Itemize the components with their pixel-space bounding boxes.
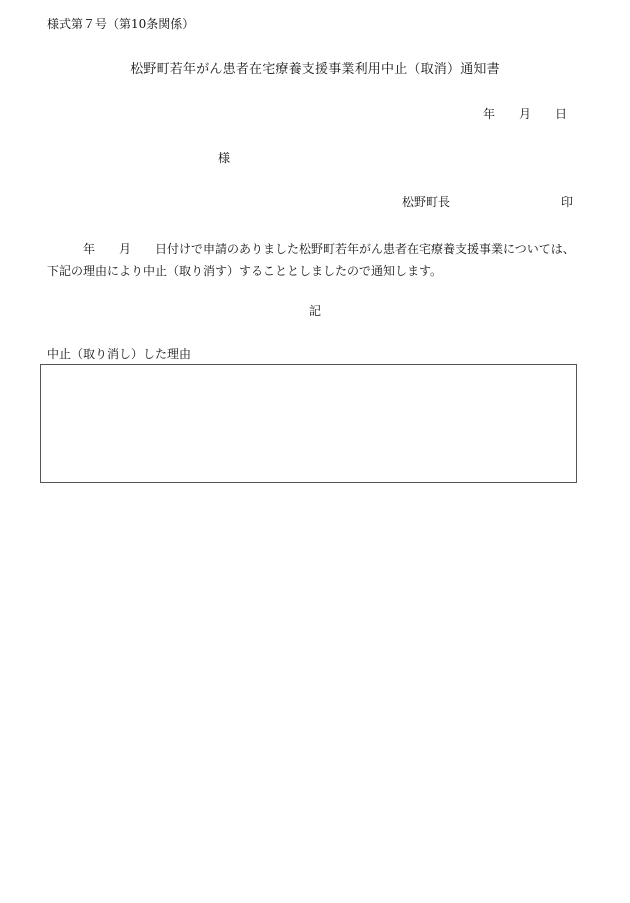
reason-box[interactable] <box>40 364 577 483</box>
body-year-label: 年 <box>83 242 96 256</box>
date-year-label: 年 <box>483 107 496 121</box>
seal-mark: 印 <box>561 195 574 209</box>
date-line <box>483 108 567 120</box>
form-number: 様式第７号（第10条関係） <box>47 17 195 31</box>
date-day-label: 日 <box>555 107 568 121</box>
addressee-suffix: 様 <box>218 151 231 165</box>
body-line-2: 下記の理由により中止（取り消す）することとしましたので通知します。 <box>47 264 443 278</box>
document-title: 松野町若年がん患者在宅療養支援事業利用中止（取消）通知書 <box>130 62 500 77</box>
body-paragraph <box>47 238 587 282</box>
date-month-label: 月 <box>519 107 532 121</box>
ki-heading: 記 <box>308 304 321 318</box>
reason-label: 中止（取り消し）した理由 <box>47 347 192 361</box>
body-month-label: 月 <box>119 242 132 256</box>
body-line-1 <box>47 238 587 260</box>
issuer-name: 松野町長 <box>402 195 451 209</box>
body-line-1-text: 日付けで申請のありました松野町若年がん患者在宅療養支援事業については、 <box>155 242 575 256</box>
